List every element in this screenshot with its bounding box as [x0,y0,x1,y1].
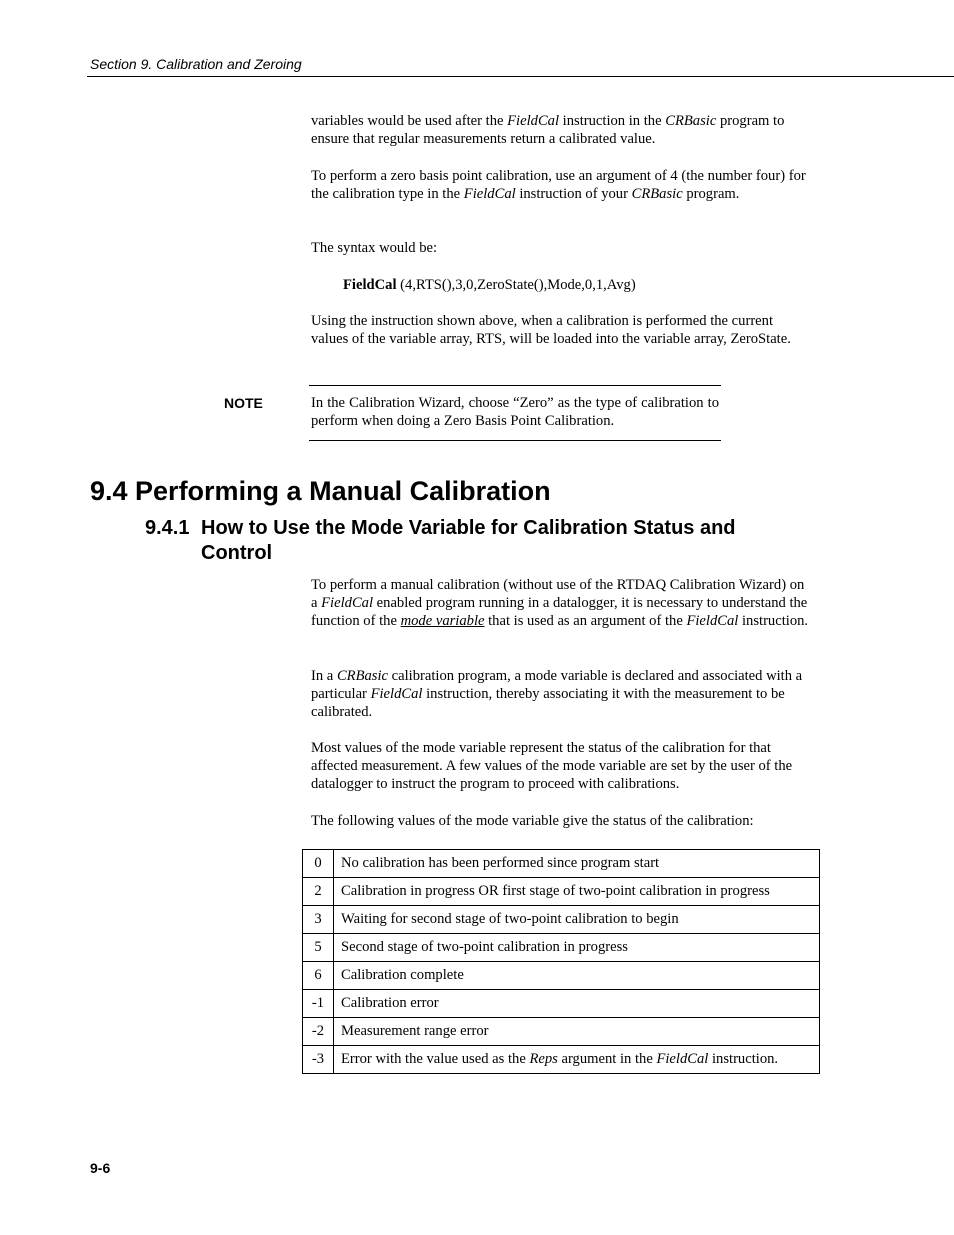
syntax-keyword: FieldCal [343,277,397,293]
intro-paragraph-4: Using the instruction shown above, when a calibration is performed the current values of the variable array, RTS, will be loaded into the variable array, ZeroState. [311,313,791,347]
subsection-title-line1: How to Use the Mode Variable for Calibration Status and [201,517,736,539]
intro-paragraph-1: variables would be used after the FieldCal instruction in the CRBasic program to ensure that regular measurements return a calibrated value. [311,113,785,147]
section-heading: 9.4 Performing a Manual Calibration [90,476,551,506]
table-row: -1 Calibration error [303,990,820,1018]
mode-status-table [302,849,820,1074]
section-paragraph-1: To perform a manual calibration (without use of the RTDAQ Calibration Wizard) on a FieldCal enabled program running in a datalogger, it is necessary to understand the function of the mode variable that is used as an argument of the FieldCal instruction. [311,577,809,629]
running-header: Section 9. Calibration and Zeroing [90,56,302,72]
section-paragraph-4: The following values of the mode variable give the status of the calibration: [311,813,754,829]
table-row: 0 No calibration has been performed since program start [303,850,820,878]
table-row: 5 Second stage of two-point calibration in progress [303,934,820,962]
section-paragraph-2: In a CRBasic calibration program, a mode variable is declared and associated with a particular FieldCal instruction, thereby associating it with the measurement to be calibrated. [311,668,803,720]
subsection-title-line2: Control [201,542,273,564]
note-box: In the Calibration Wizard, choose “Zero” as the type of calibration to perform when doing a Zero Basis Point Calibration. [309,385,721,441]
table-row: -2 Measurement range error [303,1018,820,1046]
table-row: 3 Waiting for second stage of two-point calibration to begin [303,906,820,934]
intro-paragraph-2: To perform a zero basis point calibration, use an argument of 4 (the number four) for the calibration type in the FieldCal instruction of your CRBasic program. [311,168,806,202]
mode-variable-link[interactable]: mode variable [400,613,485,629]
subsection-heading [145,516,825,566]
intro-paragraph-3: The syntax would be: [311,240,438,256]
syntax-args: (4,RTS(),3,0,ZeroState(),Mode,0,1,Avg) [396,277,636,293]
subsection-number: 9.4.1 [145,517,190,539]
table-row: 6 Calibration complete [303,962,820,990]
header-rule [87,76,954,77]
section-paragraph-3: Most values of the mode variable represent the status of the calibration for that affected measurement. A few values of the mode variable are set by the user of the datalogger to instruct the program to proceed with calibrations. [311,740,793,792]
syntax-example [343,276,636,294]
table-row: -3 Error with the value used as the Reps argument in the FieldCal instruction. [303,1046,820,1074]
table-row: 2 Calibration in progress OR first stage of two-point calibration in progress [303,878,820,906]
page-number: 9-6 [90,1160,111,1176]
note-label: NOTE [224,395,263,411]
